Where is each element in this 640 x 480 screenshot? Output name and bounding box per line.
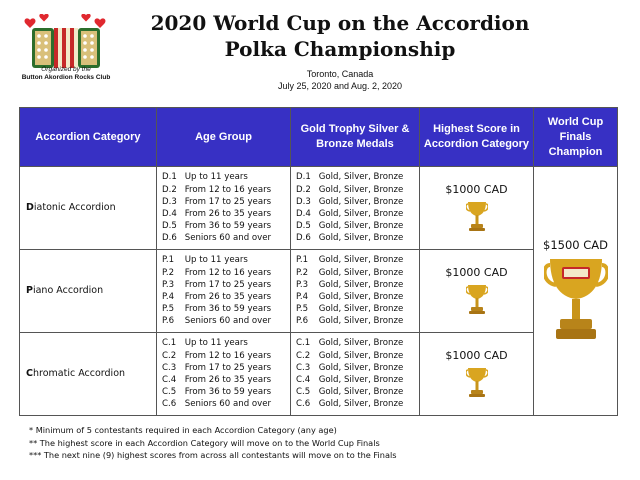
age-code: C.4 [162,375,177,385]
medal-item [296,398,418,410]
header-finals-champion: World Cup Finals Champion [534,108,618,167]
age-group-item [162,337,289,349]
age-code: P.1 [162,255,175,266]
age-group-item [162,291,289,303]
category-rest: iatonic Accordion [33,201,116,213]
age-group-item [162,267,289,279]
medal-code: P.3 [296,279,309,290]
age-range: Seniors 60 and over [184,233,272,244]
medal-text: Gold, Silver, Bronze [318,255,404,266]
medal-text: Gold, Silver, Bronze [318,292,404,302]
medal-text: Gold, Silver, Bronze [318,172,404,183]
medal-item [296,220,418,232]
medal-code: C.3 [296,362,311,373]
medal-text: Gold, Silver, Bronze [318,279,404,290]
header-medals: Gold Trophy Silver & Bronze Medals [291,108,420,167]
age-code: D.2 [162,184,177,195]
highest-score-cell [420,167,534,250]
medal-code: C.2 [296,350,311,361]
category-initial: P [26,284,33,296]
page-title [120,10,560,62]
medal-text: Gold, Silver, Bronze [318,209,404,219]
medal-item [296,279,418,291]
age-code: C.5 [162,387,177,398]
age-group-item [162,220,289,232]
medal-code: D.5 [296,221,311,232]
highest-score-prize: $1000 CAD [445,348,508,362]
highest-score-cell [420,333,534,416]
title-line1: 2020 World Cup on the Accordion [150,11,530,35]
age-code: D.6 [162,233,177,244]
medal-text: Gold, Silver, Bronze [318,267,404,278]
medals-cell [291,167,420,250]
category-name [20,250,157,333]
medal-text: Gold, Silver, Bronze [318,362,404,373]
age-range: From 17 to 25 years [184,362,272,373]
organizer-credit [14,66,118,82]
championship-table [19,107,618,416]
age-range: From 36 to 59 years [184,304,272,315]
age-groups-cell [157,250,291,333]
medal-item [296,291,418,303]
event-location: Toronto, Canada [306,69,374,79]
medal-code: P.1 [296,255,309,266]
medal-code: P.2 [296,267,309,278]
medal-code: C.1 [296,338,311,349]
medal-code: D.6 [296,233,311,244]
age-code: C.1 [162,338,177,349]
age-range: Up to 11 years [184,338,248,349]
medal-item [296,362,418,374]
age-code: P.2 [162,267,175,278]
medal-item [296,208,418,220]
hearts-icon [25,14,106,28]
category-name [20,167,157,250]
age-range: Seniors 60 and over [184,399,272,410]
medal-code: P.6 [296,316,309,327]
medal-text: Gold, Silver, Bronze [318,375,404,385]
medal-item [296,350,418,362]
title-line2: Polka Championship [224,37,456,61]
footnotes [29,424,397,462]
event-info [210,68,470,92]
medal-text: Gold, Silver, Bronze [318,233,404,244]
medal-code: D.4 [296,209,311,219]
age-groups-cell [157,333,291,416]
age-group-item [162,254,289,266]
medal-item [296,171,418,183]
age-code: P.3 [162,279,175,290]
age-range: From 17 to 25 years [184,279,272,290]
age-range: From 12 to 16 years [184,267,272,278]
medal-code: P.5 [296,304,309,315]
medal-text: Gold, Silver, Bronze [318,350,404,361]
footnote-2: ** The highest score in each Accordion Category will move on to the World Cup Finals [29,437,380,448]
category-initial: D [26,201,34,213]
age-group-item [162,315,289,327]
category-name [20,333,157,416]
age-group-item [162,171,289,183]
age-code: C.2 [162,350,177,361]
medal-item [296,303,418,315]
trophy-icon [466,366,488,398]
medal-item [296,337,418,349]
category-initial: C [26,367,33,379]
age-code: D.1 [162,172,177,183]
medal-text: Gold, Silver, Bronze [318,221,404,232]
medal-text: Gold, Silver, Bronze [318,387,404,398]
highest-score-cell [420,250,534,333]
header-age-group: Age Group [157,108,291,167]
accordion-icon [32,28,100,68]
organizer-line1: Organized by the [41,66,91,73]
medal-item [296,267,418,279]
table-row [20,333,618,416]
medal-item [296,232,418,244]
medals-cell [291,333,420,416]
age-code: P.6 [162,316,175,327]
medal-text: Gold, Silver, Bronze [318,316,404,327]
age-group-item [162,350,289,362]
age-code: P.4 [162,292,175,302]
medal-item [296,374,418,386]
footnote-3: *** The next nine (9) highest scores from across all contestants will move on to the Finals [29,450,397,460]
age-range: From 12 to 16 years [184,184,272,195]
age-group-item [162,362,289,374]
footnote-1: * Minimum of 5 contestants required in each Accordion Category (any age) [29,425,337,435]
medal-item [296,184,418,196]
age-code: C.6 [162,399,177,410]
medal-code: C.6 [296,399,311,410]
medal-code: P.4 [296,292,309,302]
medal-code: D.1 [296,172,311,183]
age-range: From 26 to 35 years [184,209,272,219]
age-group-item [162,303,289,315]
large-trophy-icon [544,255,608,343]
medal-text: Gold, Silver, Bronze [318,304,404,315]
table-row [20,167,618,250]
header-highest-score: Highest Score in Accordion Category [420,108,534,167]
age-range: From 26 to 35 years [184,375,272,385]
age-range: From 26 to 35 years [184,292,272,302]
age-group-item [162,196,289,208]
age-group-item [162,374,289,386]
header-category: Accordion Category [20,108,157,167]
medal-text: Gold, Silver, Bronze [318,196,404,207]
age-range: Up to 11 years [184,255,248,266]
age-groups-cell [157,167,291,250]
medal-text: Gold, Silver, Bronze [318,184,404,195]
age-code: C.3 [162,362,177,373]
age-range: Up to 11 years [184,172,248,183]
finals-prize: $1500 CAD [543,237,608,252]
medal-item [296,254,418,266]
club-logo [24,14,108,74]
age-group-item [162,184,289,196]
age-range: Seniors 60 and over [184,316,272,327]
finals-champion-cell [534,167,618,416]
medal-item [296,196,418,208]
age-code: D.4 [162,209,177,219]
age-range: From 17 to 25 years [184,196,272,207]
age-code: D.5 [162,221,177,232]
medal-code: D.2 [296,184,311,195]
age-range: From 36 to 59 years [184,387,272,398]
highest-score-prize: $1000 CAD [445,265,508,279]
event-dates: July 25, 2020 and Aug. 2, 2020 [277,81,403,91]
table-row [20,250,618,333]
age-group-item [162,386,289,398]
trophy-icon [466,200,488,232]
medal-code: C.5 [296,387,311,398]
age-group-item [162,232,289,244]
category-rest: hromatic Accordion [32,367,126,379]
trophy-icon [466,283,488,315]
medals-cell [291,250,420,333]
age-range: From 12 to 16 years [184,350,272,361]
age-code: D.3 [162,196,177,207]
category-rest: iano Accordion [32,284,104,296]
age-code: P.5 [162,304,175,315]
organizer-line2: Button Akordion Rocks Club [21,74,111,81]
age-group-item [162,398,289,410]
medal-text: Gold, Silver, Bronze [318,338,404,349]
medal-item [296,315,418,327]
highest-score-prize: $1000 CAD [445,182,508,196]
medal-code: C.4 [296,375,311,385]
age-group-item [162,279,289,291]
age-group-item [162,208,289,220]
medal-item [296,386,418,398]
medal-text: Gold, Silver, Bronze [318,399,404,410]
table-header-row [20,108,618,167]
age-range: From 36 to 59 years [184,221,272,232]
medal-code: D.3 [296,196,311,207]
